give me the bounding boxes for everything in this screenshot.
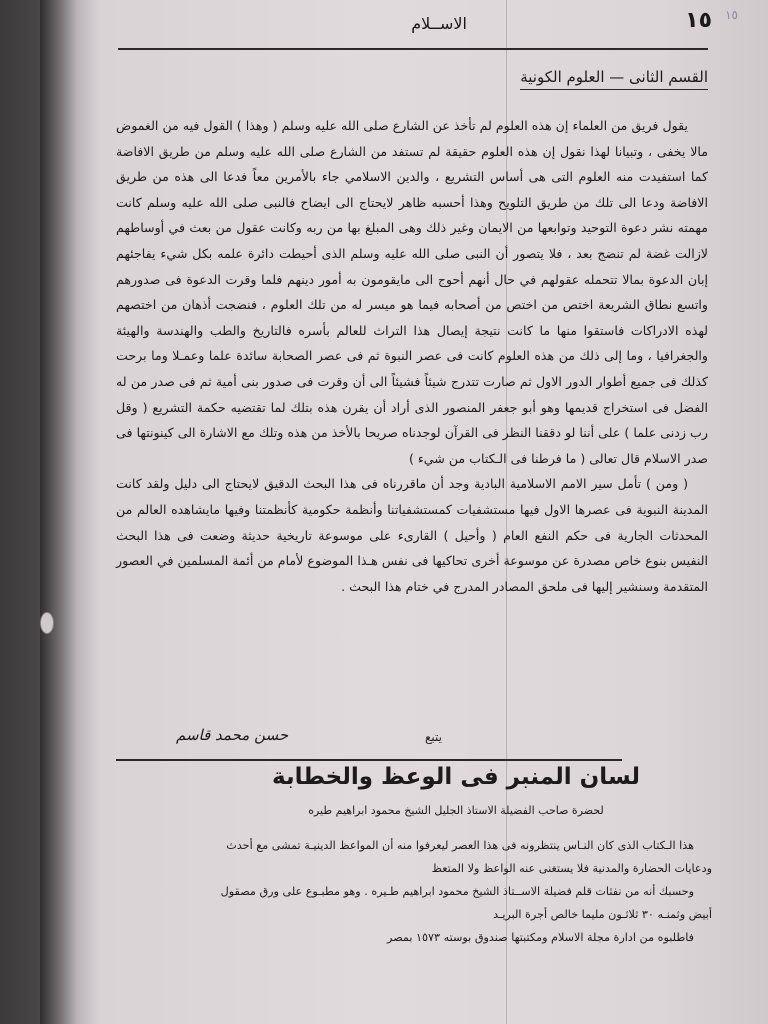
advertisement-body bbox=[110, 834, 712, 949]
page-content bbox=[110, 0, 738, 1024]
article-body bbox=[116, 113, 708, 599]
section-divider bbox=[116, 759, 622, 761]
punch-hole bbox=[40, 612, 54, 634]
continued-label: يتبع bbox=[425, 730, 442, 744]
page-number: ١٥ bbox=[685, 8, 712, 33]
advertisement-line: هذا الـكتاب الذى كان النـاس ينتظرونه فى هذا العصر ليعرفوا منه أن المواعظ الدينيـة تمشى مع أحدث bbox=[226, 839, 694, 852]
advertisement-line: ودعايات الحضارة والمدنية فلا يستغنى عنه الواعظ ولا المتعظ bbox=[431, 862, 712, 875]
advertisement-line: أبيض وثمنـه ٣٠ ثلاثـون مليما خالص أجرة البريـد bbox=[493, 908, 712, 921]
signature-row bbox=[110, 724, 722, 754]
advertisement-line: وحسبك أنه من نفثات قلم فضيلة الاســتاذ الشيخ محمود ابراهيم طـيره . وهو مطبـوع على ورق مصقول bbox=[220, 885, 694, 898]
header-rule bbox=[118, 48, 708, 50]
section-title: القسم الثانى — العلوم الكونية bbox=[520, 68, 708, 90]
advertisement-line: فاطلبوه من ادارة مجلة الاسلام ومكتبتها صندوق بوسته ١٥٧٣ بمصر bbox=[387, 931, 694, 944]
pencil-page-number: ١٥ bbox=[725, 8, 738, 22]
article-paragraph: ( ومن ) تأمل سير الامم الاسلامية البادية وجد أن ماقررناه فى هذا البحث الدقيق لايحتاج الى دليل ولقد كانت المدينة النبوية فى عصرها الاول فيها مستشفيات كمستشفياتنا وأنظمة حكومية كأنظمتنا وفيها مايشاهده العالم من المحدثات الجارية فى حكم النفع العام ( وأحيل ) القارىء على موسوعة تاريخية حديثة وضعت فى هذا البحث النفيس بنوع خاص مصدرة عن موسوعة أخرى تحاكيها فى نفس هـذا الموضوع لأمام من أئمة المسلمين في العصور المتقدمة وسنشير إليها فى ملحق المصادر المدرج في ختام هذا البحث . bbox=[116, 476, 708, 594]
advertisement-title: لسان المنبر فى الوعظ والخطابة bbox=[272, 764, 640, 790]
running-title: الاســلام bbox=[411, 14, 467, 33]
author-signature: حسن محمد قاسم bbox=[176, 726, 289, 744]
advertisement-byline: لحضرة صاحب الفضيلة الاستاذ الجليل الشيخ محمود ابراهيم طيره bbox=[308, 804, 604, 817]
page-header bbox=[110, 4, 738, 48]
article-paragraph: يقول فريق من العلماء إن هذه العلوم لم تأخذ عن الشارع صلى الله عليه وسلم ( وهذا ) القول فيه من الغموض مالا يخفى ، وتبيانا لهذا نقول إن هذه العلوم حقيقة لم تستفد من الشارع صلى الله عليه وسلم من طريق الافاضة كما استفيدت منه العلوم التى هى أساس التشريع ، والدين الاسلامي جاء بالأمرين معاً فدعا الى هذه من طريق الافاضة ودعا الى تلك من طريق التلويح وهذا أحسبه ظاهر لايحتاج الى ايضاح فالنبى صلى الله عليه وسلم كانت مهمته نشر دعوة التوحيد وتوابعها من الايمان وغير ذلك وهى المبلغ بها من ربه وكانت عقول من بعث في أوساطهم لازالت غضة لم تنضج بعد ، فلا يتصور أن النبى صلى الله عليه وسلم الذى أحيطت دائرة علمه بكل شيء يفاجئهم إبان الدعوة بمالا تتحمله عقولهم في حال أنهم أحوج الى مايقومون به أمور دينهم فلما وقرت الدعوة فى صدورهم واتسع نطاق الشريعة اختص من اختص من أصحابه فيما هو ميسر له من تلك العلوم ، فنضجت أذهان من اختصهم لهذه الادراكات فاستقوا منها ما كانت نتيجة إيصال هذا التراث للعالم بأسره فالتاريخ والطب والهندسة والهيئة والجغرافيا ، وما إلى ذلك من هذه العلوم كانت فى عصر النبوة ثم فى عصر الصحابة سائدة علما وعمـلا وما برحت كذلك فى جميع أطوار الدور الاول ثم صارت تتدرج شيئاً فشيئاً الى أن وقرت فى صدور بنى أمية ثم فى صدر من له الفضل فى استخراج قديمها وهو أبو جعفر المنصور الذى أراد أن يقرن هذه بتلك لما تقتضيه حكمة التشريع ( وقل رب زدنى علما ) على أننا لو دققنا النظر فى القرآن لوجدناه صريحا بالأخذ من هذه وتلك مع الاشارة الى كينونتها فى صدر الاسلام قال تعالى ( ما فرطنا فى الـكتاب من شيء ) bbox=[116, 118, 708, 466]
